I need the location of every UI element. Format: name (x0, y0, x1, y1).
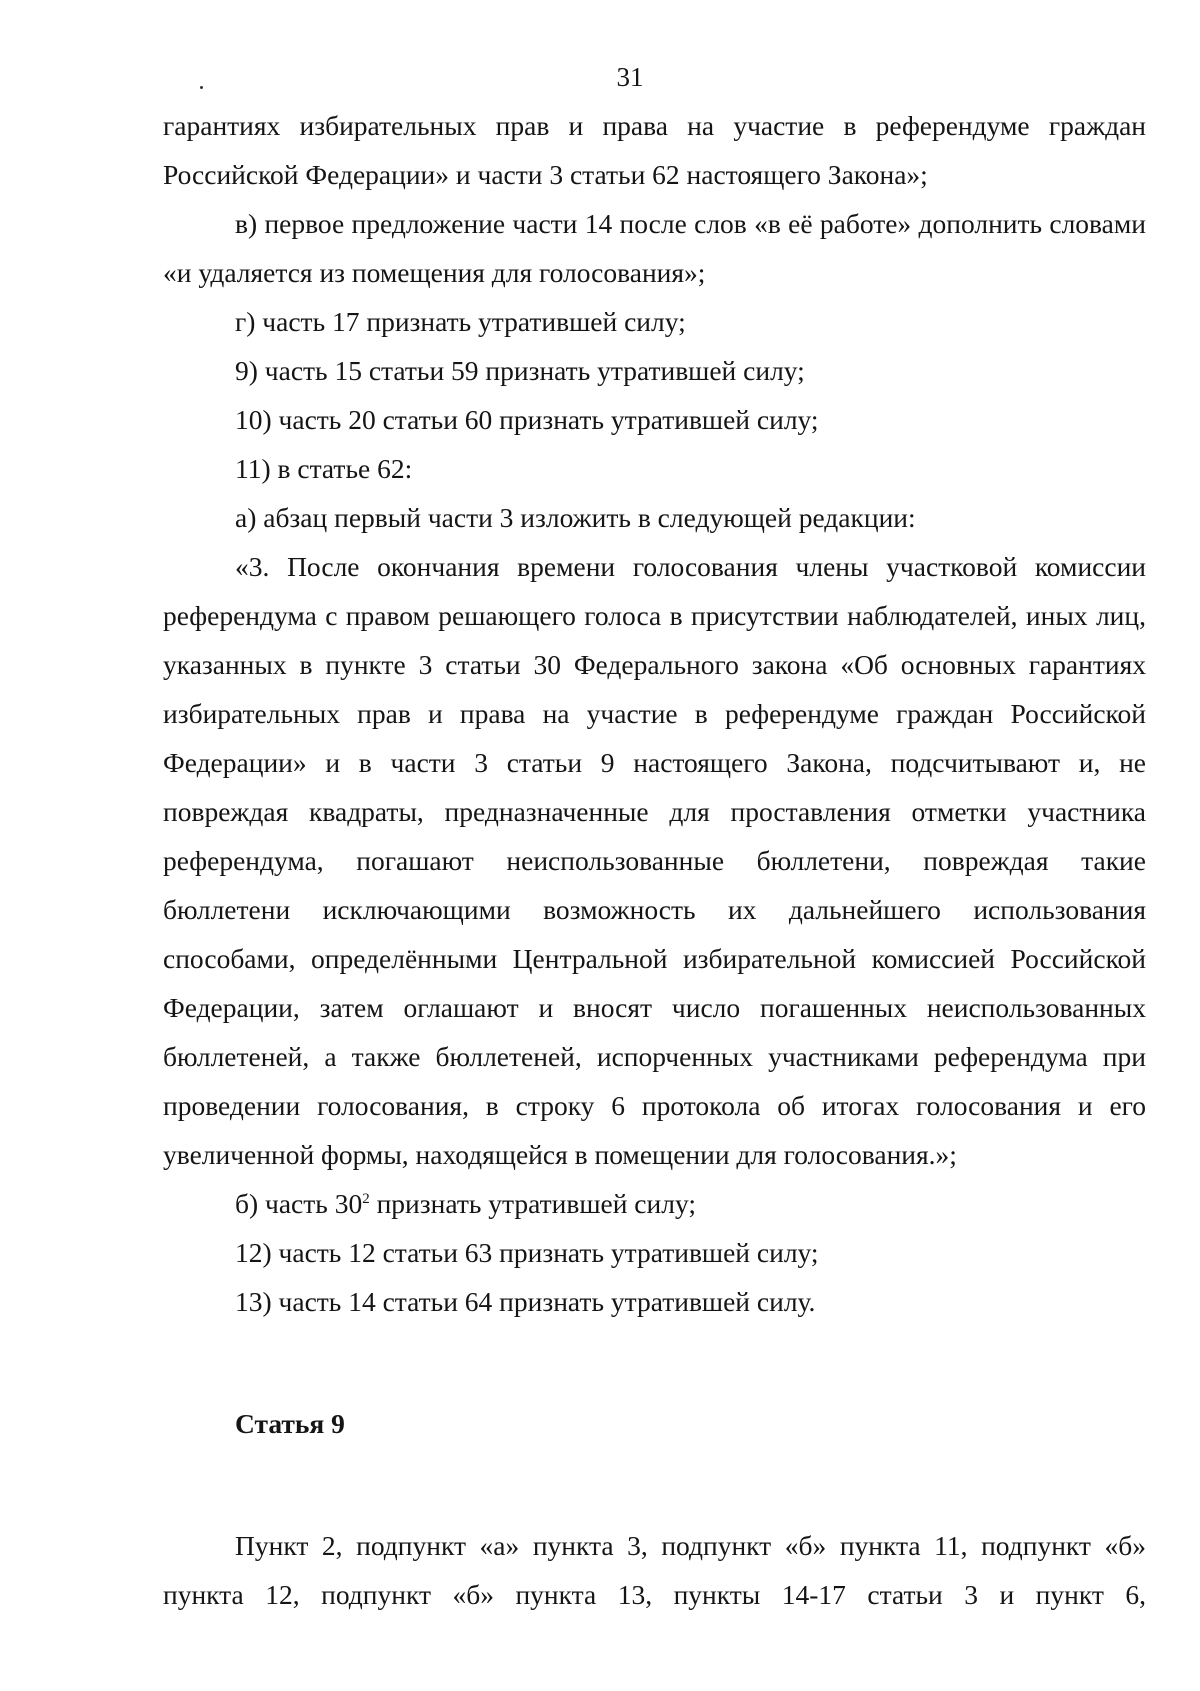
item-b-suffix: признать утратившей силу; (369, 1188, 696, 1219)
article-9-paragraph: Пункт 2, подпункт «а» пункта 3, подпункт «б» пункта 11, подпункт «б» пункта 12, подпункт «б» пункта 13, пункты 14-17 статьи 3 и пункт 6, (163, 1530, 1146, 1610)
paragraph-item-9: 9) часть 15 статьи 59 признать утратившей силу; (235, 355, 805, 386)
paragraph-item-12: 12) часть 12 статьи 63 признать утратившей силу; (235, 1237, 819, 1268)
scan-artifact-dot (200, 86, 203, 89)
item-b-prefix: б) часть 30 (235, 1188, 363, 1219)
page-number: 31 (616, 62, 644, 92)
item-b-superscript: 2 (362, 1190, 370, 1207)
document-body (163, 101, 1146, 1619)
paragraph-quoted-part-3: «3. После окончания времени голосования члены участковой комиссии референдума с правом решающего голоса в присутствии наблюдателей, иных лиц, указанных в пункте 3 статьи 30 Федерального закона «Об основных гарантиях избирательных прав и права на участие в референдуме граждан Российской Федерации» и в части 3 статьи 9 настоящего Закона, подсчитывают и, не повреждая квадраты, предназначенные для проставления отметки участника референдума, погашают неиспользованные бюллетени, повреждая такие бюллетени исключающими возможность их дальнейшего использования способами, определёнными Центральной избирательной комиссией Российской Федерации, затем оглашают и вносят число погашенных неиспользованных бюллетеней, а также бюллетеней, испорченных участниками референдума при проведении голосования, в строку 6 протокола об итогах голосования и его увеличенной формы, находящейся в помещении для голосования.»; (163, 551, 1146, 1170)
article-heading: Статья 9 (235, 1408, 345, 1439)
paragraph-item-v: в) первое предложение части 14 после слов «в её работе» дополнить словами «и удаляется из помещения для голосования»; (163, 208, 1146, 288)
paragraph-item-b (163, 1179, 1146, 1228)
paragraph-item-a: а) абзац первый части 3 изложить в следующей редакции: (235, 502, 916, 533)
paragraph-item-13: 13) часть 14 статьи 64 признать утратившей силу. (235, 1286, 816, 1317)
paragraph-item-10: 10) часть 20 статьи 60 признать утратившей силу; (235, 404, 819, 435)
paragraph-continuation: гарантиях избирательных прав и права на участие в референдуме граждан Российской Федерации» и части 3 статьи 62 настоящего Закона»; (163, 110, 1146, 190)
paragraph-item-11: 11) в статье 62: (235, 453, 413, 484)
paragraph-item-g: г) часть 17 признать утратившей силу; (235, 306, 686, 337)
